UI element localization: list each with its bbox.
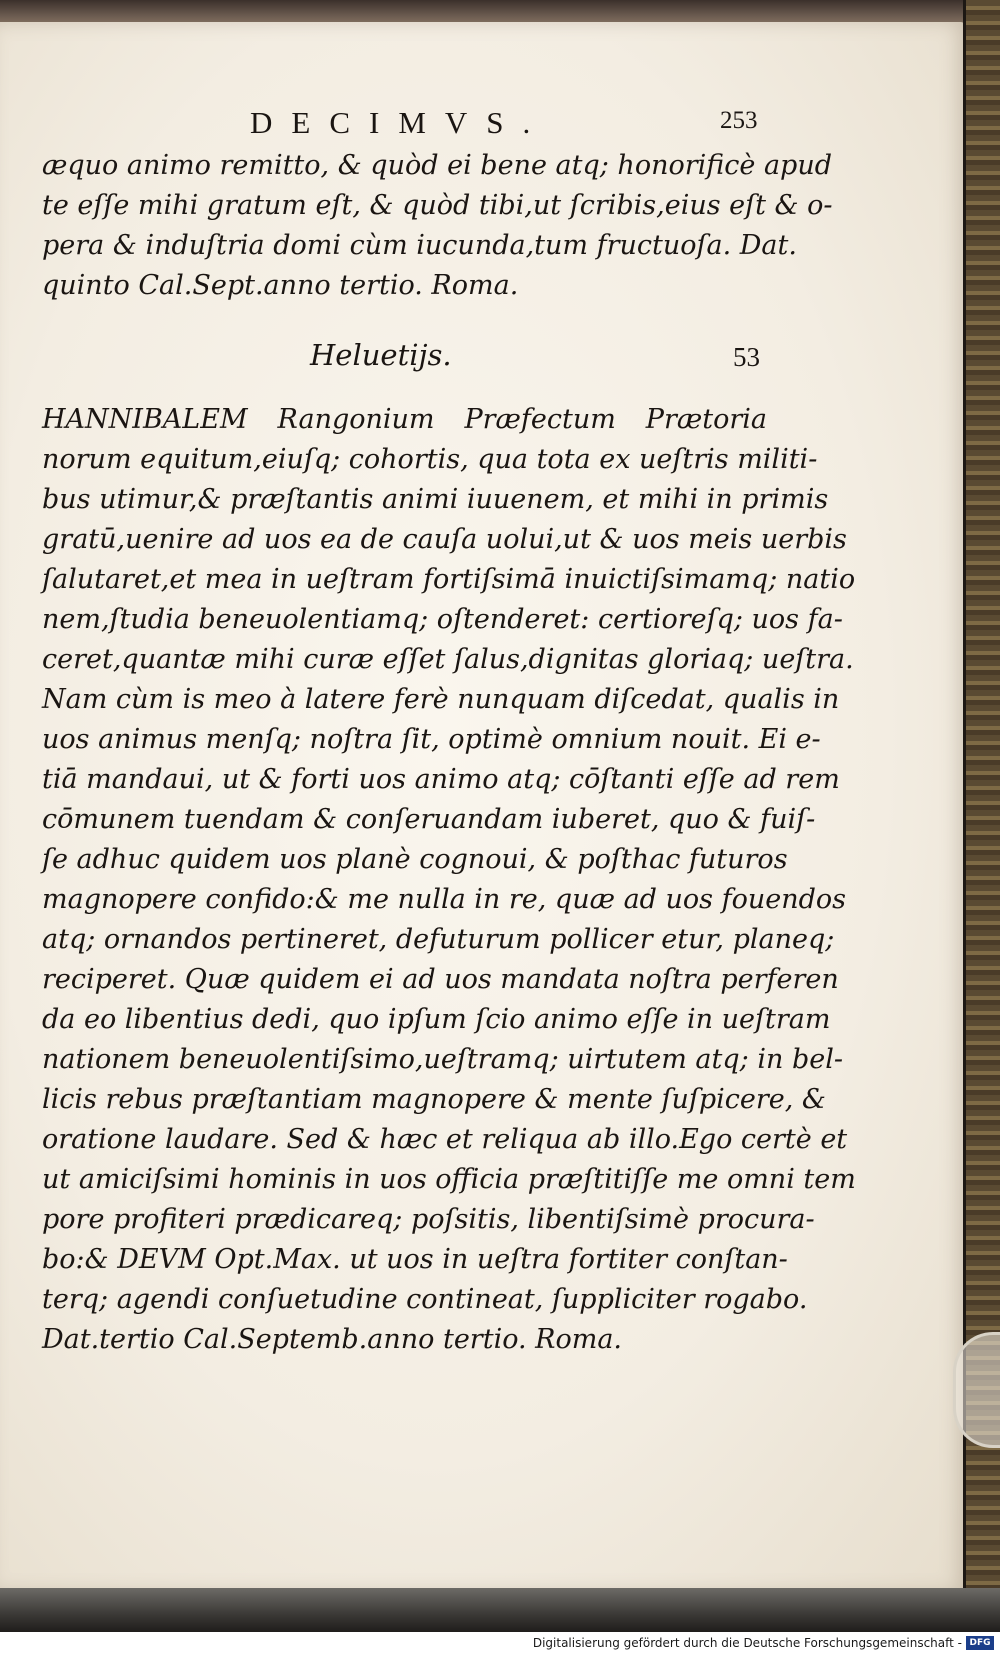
text-line: ceret,quantæ mihi curæ eſſet ſalus,dignitas gloriaq; ueſtra. (42, 644, 854, 675)
text-line: magnopere confido:& me nulla in re, quæ ad uos fouendos (42, 884, 847, 915)
text-line: licis rebus præſtantiam magnopere & mente ſuſpicere, & (42, 1084, 826, 1115)
text-line: bus utimur,& præſtantis animi iuuenem, et mihi in primis (42, 484, 829, 515)
text-line: te eſſe mihi gratum eſt, & quòd tibi,ut ſcribis,eius eſt & o- (42, 190, 833, 221)
text-line: uos animus menſq; noſtra ſit, optimè omnium nouit. Ei e- (42, 724, 821, 755)
text-line: atq; ornandos pertineret, defuturum pollicer etur, planeq; (42, 924, 835, 955)
page-number: 253 (720, 107, 758, 134)
dfg-logo: DFG (966, 1636, 994, 1650)
letter-addressee: Heluetijs. (310, 338, 452, 372)
letter-body (42, 400, 856, 1360)
text-line: æquo animo remitto, & quòd ei bene atq; honorificè apud (42, 150, 833, 181)
text-line: pera & induſtria domi cùm iucunda,tum fructuoſa. Dat. (42, 230, 797, 261)
text-line: bo:& DEVM Opt.Max. ut uos in ueſtra fortiter conſtan- (42, 1244, 788, 1275)
letter-number: 53 (733, 342, 760, 372)
running-head: DECIMVS. (250, 105, 550, 140)
text-line: Nam cùm is meo à latere ferè nunquam diſcedat, qualis in (42, 684, 840, 715)
text-line: da eo libentius dedi, quo ipſum ſcio animo eſſe in ueſtram (42, 1004, 831, 1035)
text-line: quinto Cal.Sept.anno tertio. Roma. (42, 270, 519, 301)
text-line: pore profiteri prædicareq; poſsitis, libentiſsimè procura- (42, 1204, 815, 1235)
text-line: tiā mandaui, ut & forti uos animo atq; cōſtanti eſſe ad rem (42, 764, 840, 795)
text-line: ſe adhuc quidem uos planè cognoui, & poſthac futuros (42, 844, 788, 875)
text-line: ſalutaret,et mea in ueſtram fortiſsimā inuictiſsimamq; natio (42, 564, 856, 595)
text-line: HANNIBALEM Rangonium Præfectum Prætoria (42, 404, 767, 435)
text-line: ut amiciſsimi hominis in uos officia præſtitiſſe me omni tem (42, 1164, 856, 1195)
previous-letter-ending (42, 146, 833, 306)
text-line: reciperet. Quæ quidem ei ad uos mandata noſtra perferen (42, 964, 839, 995)
text-line: oratione laudare. Sed & hæc et reliqua ab illo.Ego certè et (42, 1124, 848, 1155)
text-line: gratū,uenire ad uos ea de cauſa uolui,ut & uos meis uerbis (42, 524, 847, 555)
text-line: nationem beneuolentiſsimo,ueſtramq; uirtutem atq; in bel- (42, 1044, 843, 1075)
text-line: nem,ſtudia beneuolentiamq; oſtenderet: certioreſq; uos fa- (42, 604, 843, 635)
book-bottom-edge (0, 1588, 1000, 1632)
digitization-credit: Digitalisierung gefördert durch die Deutsche Forschungsgemeinschaft - (532, 1636, 962, 1650)
text-line: cōmunem tuendam & conſeruandam iuberet, quo & fuiſ- (42, 804, 816, 835)
text-line: terq; agendi conſuetudine contineat, ſuppliciter rogabo. (42, 1284, 808, 1315)
text-line: norum equitum,eiuſq; cohortis, qua tota ex ueſtris militi- (42, 444, 818, 475)
book-clasp (953, 1332, 1000, 1448)
text-line: Dat.tertio Cal.Septemb.anno tertio. Roma. (42, 1324, 623, 1355)
